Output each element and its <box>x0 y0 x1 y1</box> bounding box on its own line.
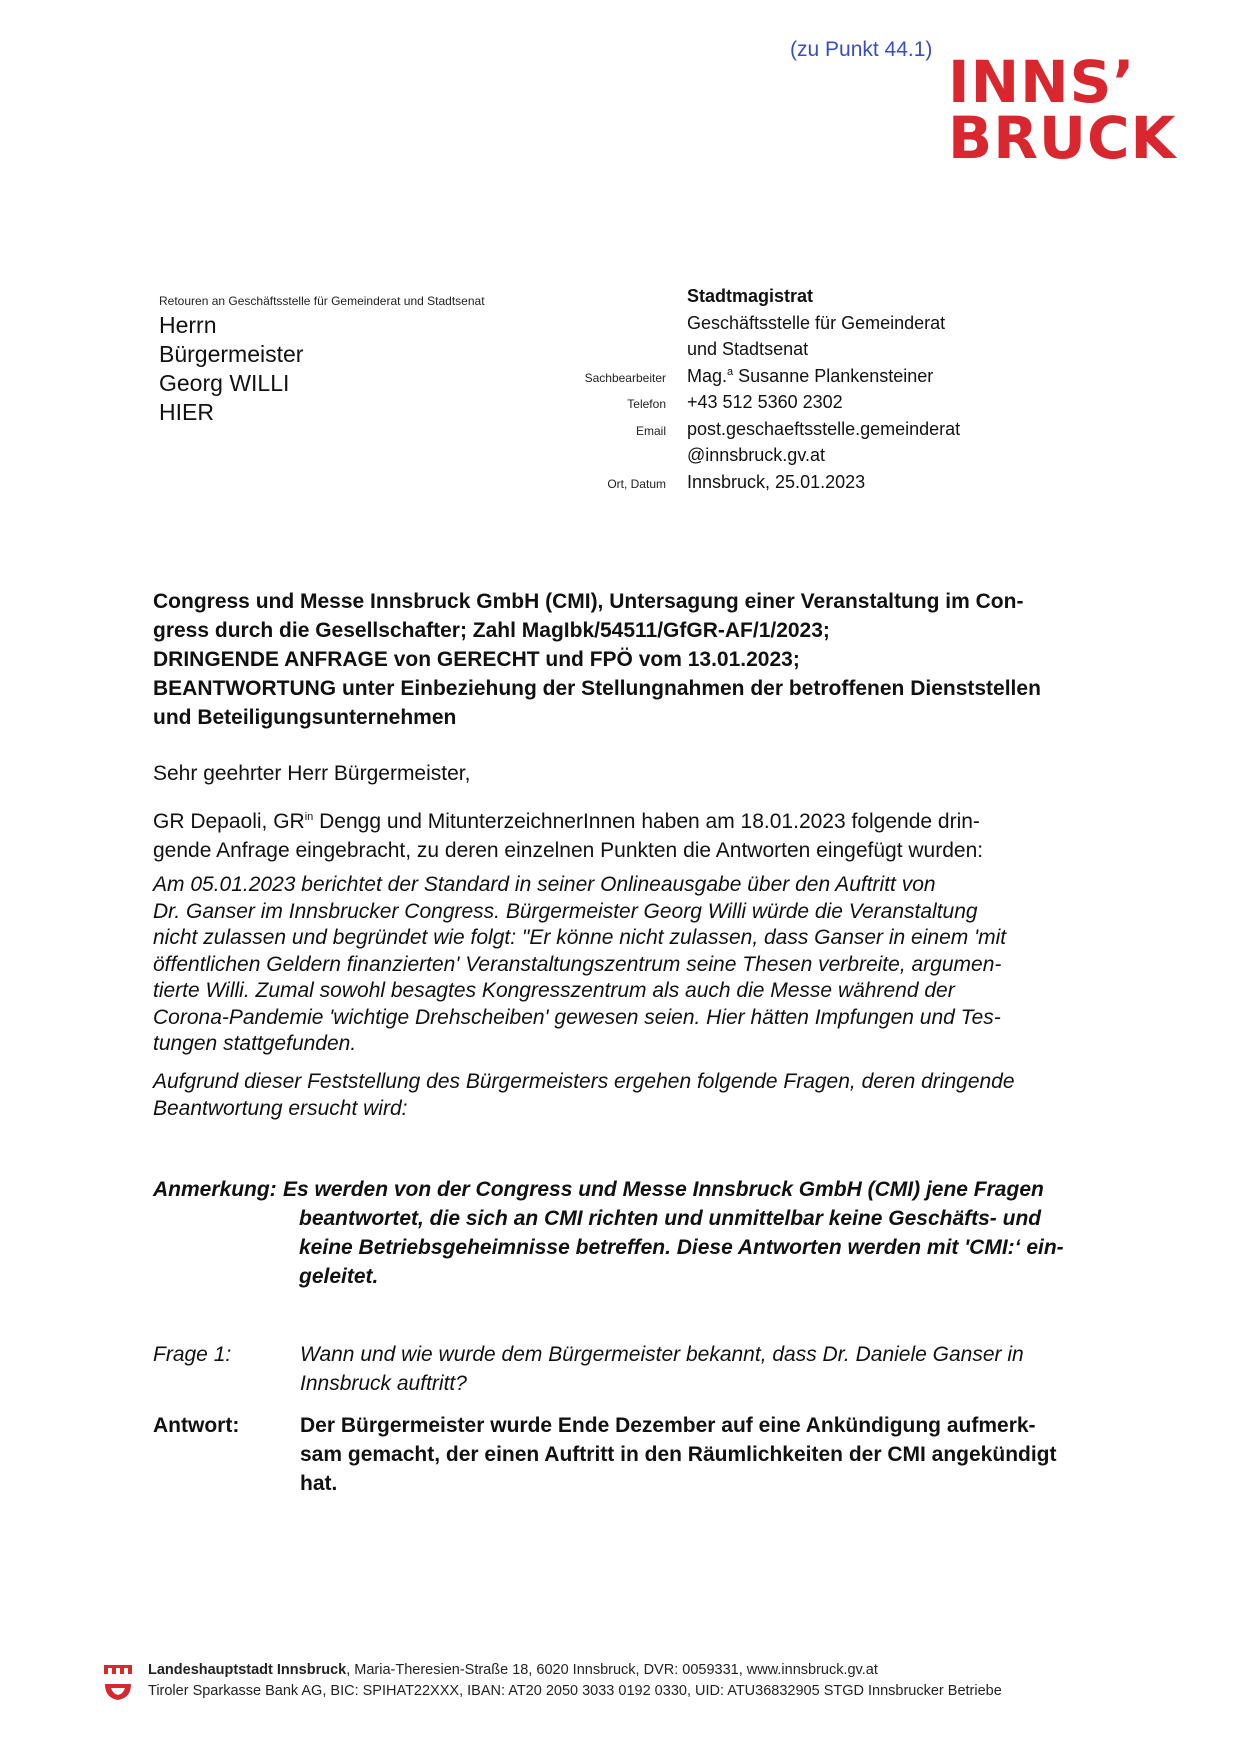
innsbruck-logo <box>948 48 1190 172</box>
sender-info <box>520 286 1040 498</box>
footer-bank: Tiroler Sparkasse Bank AG, BIC: SPIHAT22XXX, IBAN: AT20 2050 3033 0192 0330, UID: ATU36832905 STGD Innsbrucker Betriebe <box>148 1683 1002 1699</box>
clerk-label: Sachbearbeiter <box>584 370 666 385</box>
subject-heading <box>153 587 1133 732</box>
intro-paragraph <box>153 803 1129 865</box>
question-line: Innsbruck auftritt? <box>300 1372 467 1395</box>
email-address: post.geschaeftsstelle.gemeinderat <box>687 418 961 439</box>
intro-text: Dengg und MitunterzeichnerInnen haben am 18.01.2023 folgende drin- <box>313 810 980 833</box>
note-line: geleitet. <box>299 1265 379 1288</box>
recipient-line: Bürgermeister <box>159 341 304 367</box>
question-line: Wann und wie wurde dem Bürgermeister bekannt, dass Dr. Daniele Ganser in <box>300 1343 1024 1366</box>
note-line: keine Betriebsgeheimnisse betreffen. Diese Antworten werden mit 'CMI:‘ ein- <box>299 1236 1064 1259</box>
clerk-title-sup: a <box>727 365 734 378</box>
intro-sup: in <box>304 811 314 823</box>
quote-line: Aufgrund dieser Feststellung des Bürgermeisters ergehen folgende Fragen, deren dringende <box>153 1070 1015 1093</box>
footer-city: Landeshauptstadt Innsbruck <box>148 1662 347 1678</box>
city-emblem-icon <box>103 1662 133 1702</box>
quote-line: tierte Willi. Zumal sowohl besagtes Kongresszentrum als auch die Messe während der <box>153 979 955 1002</box>
return-address-line: Retouren an Geschäftsstelle für Gemeinderat und Stadtsenat <box>159 294 485 308</box>
quote-line: Dr. Ganser im Innsbrucker Congress. Bürgermeister Georg Willi würde die Veranstaltung <box>153 899 978 923</box>
quote-line: Am 05.01.2023 berichtet der Standard in seiner Onlineausgabe über den Auftritt von <box>153 873 936 896</box>
cmi-note <box>153 1175 1138 1291</box>
intro-text: GR Depaoli, GR <box>153 810 305 833</box>
date-label: Ort, Datum <box>607 476 666 491</box>
quote-line: öffentlichen Geldern finanzierten' Veranstaltungszentrum seine Thesen verbreite, argumen- <box>153 952 1002 976</box>
quote-line: tungen stattgefunden. <box>153 1032 357 1055</box>
subject-line: BEANTWORTUNG unter Einbeziehung der Stellungnahmen der betroffenen Dienststellen <box>153 677 1041 700</box>
intro-text: gende Anfrage eingebracht, zu deren einzelnen Punkten die Antworten eingefügt wurden: <box>153 838 984 862</box>
recipient-line: HIER <box>159 399 214 425</box>
logo-line-2: BRUCK <box>948 104 1177 172</box>
salutation: Sehr geehrter Herr Bürgermeister, <box>153 762 471 785</box>
recipient-address <box>159 311 303 427</box>
note-line: beantwortet, die sich an CMI richten und unmittelbar keine Geschäfts- und <box>299 1207 1042 1230</box>
recipient-line: Georg WILLI <box>159 370 290 396</box>
recipient-line: Herrn <box>159 312 217 338</box>
phone-label: Telefon <box>627 397 666 411</box>
answer-1 <box>153 1411 1138 1498</box>
phone-number: +43 512 5360 2302 <box>687 392 843 412</box>
answer-line: sam gemacht, der einen Auftritt in den Räumlichkeiten der CMI angekündigt <box>300 1443 1057 1466</box>
answer-label: Antwort: <box>153 1414 240 1437</box>
sender-dept: Geschäftsstelle für Gemeinderat <box>687 312 946 333</box>
quote-line: Beantwortung ersucht wird: <box>153 1096 408 1120</box>
quote-line: Corona-Pandemie 'wichtige Drehscheiben' gewesen seien. Hier hätten Impfungen und Tes- <box>153 1005 1001 1029</box>
note-label: Anmerkung: <box>153 1178 277 1201</box>
email-label: Email <box>635 423 666 438</box>
subject-line: Congress und Messe Innsbruck GmbH (CMI), Untersagung einer Veranstaltung im Con- <box>153 590 1024 613</box>
clerk-title: Mag. <box>687 365 728 386</box>
subject-line: gress durch die Gesellschafter; Zahl MagIbk/54511/GfGR-AF/1/2023; <box>153 619 830 642</box>
subject-line: und Beteiligungsunternehmen <box>153 706 457 729</box>
sender-org: Stadtmagistrat <box>687 286 814 306</box>
letter-footer <box>103 1660 1203 1702</box>
inquiry-quote <box>153 872 1133 1058</box>
place-date: Innsbruck, 25.01.2023 <box>687 471 866 492</box>
subject-line: DRINGENDE ANFRAGE von GERECHT und FPÖ vom 13.01.2023; <box>153 648 800 671</box>
clerk-name <box>687 366 933 387</box>
answer-line: hat. <box>300 1472 338 1495</box>
footer-address-text: , Maria-Theresien-Straße 18, 6020 Innsbruck, DVR: 0059331, www.innsbruck.gv.at <box>346 1662 878 1678</box>
inquiry-request <box>153 1069 1133 1122</box>
note-line: Es werden von der Congress und Messe Innsbruck GmbH (CMI) jene Fragen <box>283 1178 1044 1201</box>
answer-line: Der Bürgermeister wurde Ende Dezember auf eine Ankündigung aufmerk- <box>300 1414 1036 1437</box>
email-domain: @innsbruck.gv.at <box>687 445 825 465</box>
footer-address <box>103 1660 1203 1681</box>
logo-line-1: INNS’ <box>948 48 1136 116</box>
clerk-name-text: Susanne Plankensteiner <box>733 365 934 386</box>
sender-dept: und Stadtsenat <box>687 339 809 359</box>
question-1 <box>153 1340 1138 1398</box>
question-label: Frage 1: <box>153 1343 232 1366</box>
quote-line: nicht zulassen und begründet wie folgt: "Er könne nicht zulassen, dass Ganser in einem 'mit <box>153 926 1007 949</box>
agenda-reference: (zu Punkt 44.1) <box>790 38 933 61</box>
